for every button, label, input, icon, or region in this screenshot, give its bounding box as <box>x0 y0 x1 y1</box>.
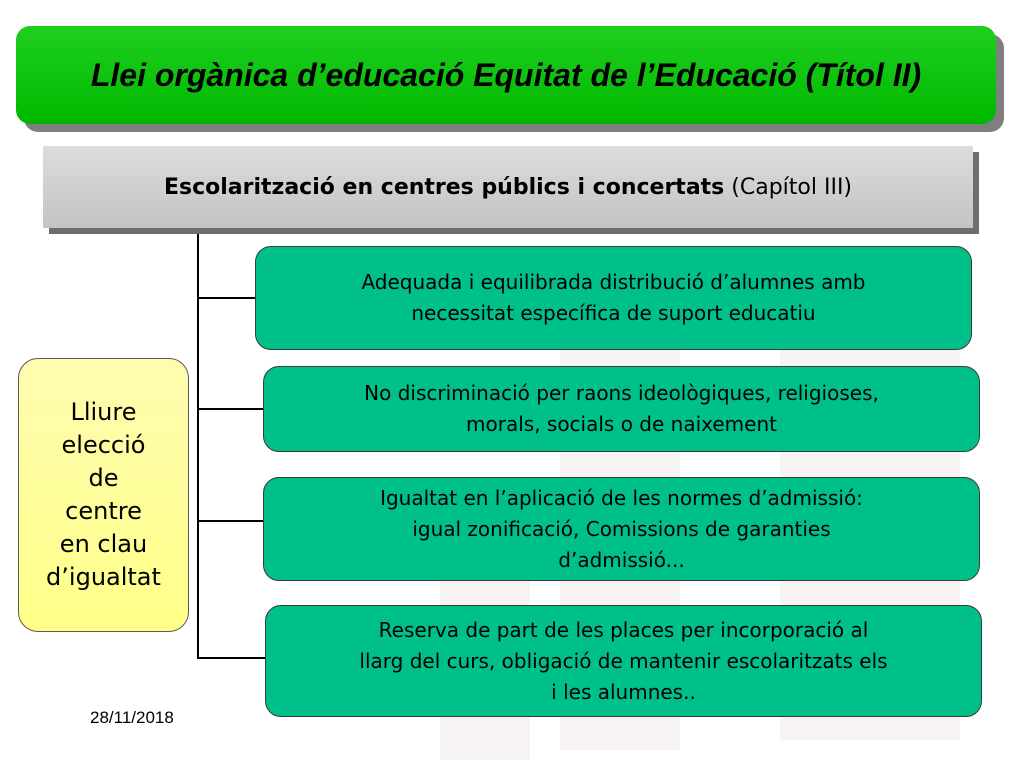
free-school-choice-line: en clau <box>59 530 148 558</box>
connector-branch-1 <box>197 297 259 299</box>
slide-date: 28/11/2018 <box>90 708 174 727</box>
item-line: necessitat específica de suport educatiu <box>411 301 816 325</box>
connector-branch-2 <box>197 408 265 410</box>
page-title: Llei orgànica d’educació Equitat de l’Educació (Títol II) <box>90 56 922 93</box>
item-line: No discriminació per raons ideològiques, religioses, <box>364 381 879 405</box>
item-reserved-places <box>265 605 982 717</box>
item-equal-admission-rules <box>263 477 980 581</box>
free-school-choice-line: de <box>88 464 119 492</box>
title-banner <box>16 26 996 124</box>
connector-branch-3 <box>197 520 265 522</box>
connector-branch-4 <box>197 657 267 659</box>
subtitle-chapter: (Capítol III) <box>724 174 853 200</box>
item-text <box>380 483 863 576</box>
item-line: Adequada i equilibrada distribució d’alumnes amb <box>361 270 866 294</box>
item-text <box>364 378 879 440</box>
item-line: Reserva de part de les places per incorporació al <box>378 617 869 642</box>
item-non-discrimination <box>263 366 980 452</box>
subtitle-banner <box>43 146 973 228</box>
free-school-choice-line: d’igualtat <box>46 563 161 591</box>
item-line: Igualtat en l’aplicació de les normes d’admissió: <box>380 485 863 510</box>
free-school-choice-text <box>46 396 161 594</box>
item-line: llarg del curs, obligació de mantenir escolaritzats els <box>359 648 888 673</box>
item-line: morals, socials o de naixement <box>466 412 777 436</box>
free-school-choice-box <box>18 358 189 632</box>
item-balanced-distribution <box>255 246 972 350</box>
free-school-choice-line: Lliure <box>70 398 137 426</box>
free-school-choice-line: elecció <box>61 431 146 459</box>
subtitle-bold: Escolarització en centres públics i concertats <box>163 174 725 200</box>
item-text <box>359 615 887 708</box>
item-line: i les alumnes.. <box>551 679 696 704</box>
item-text <box>361 267 865 329</box>
item-line: d’admissió... <box>558 547 685 572</box>
subtitle <box>164 175 852 200</box>
free-school-choice-line: centre <box>65 497 142 525</box>
item-line: igual zonificació, Comissions de garanties <box>412 516 831 541</box>
